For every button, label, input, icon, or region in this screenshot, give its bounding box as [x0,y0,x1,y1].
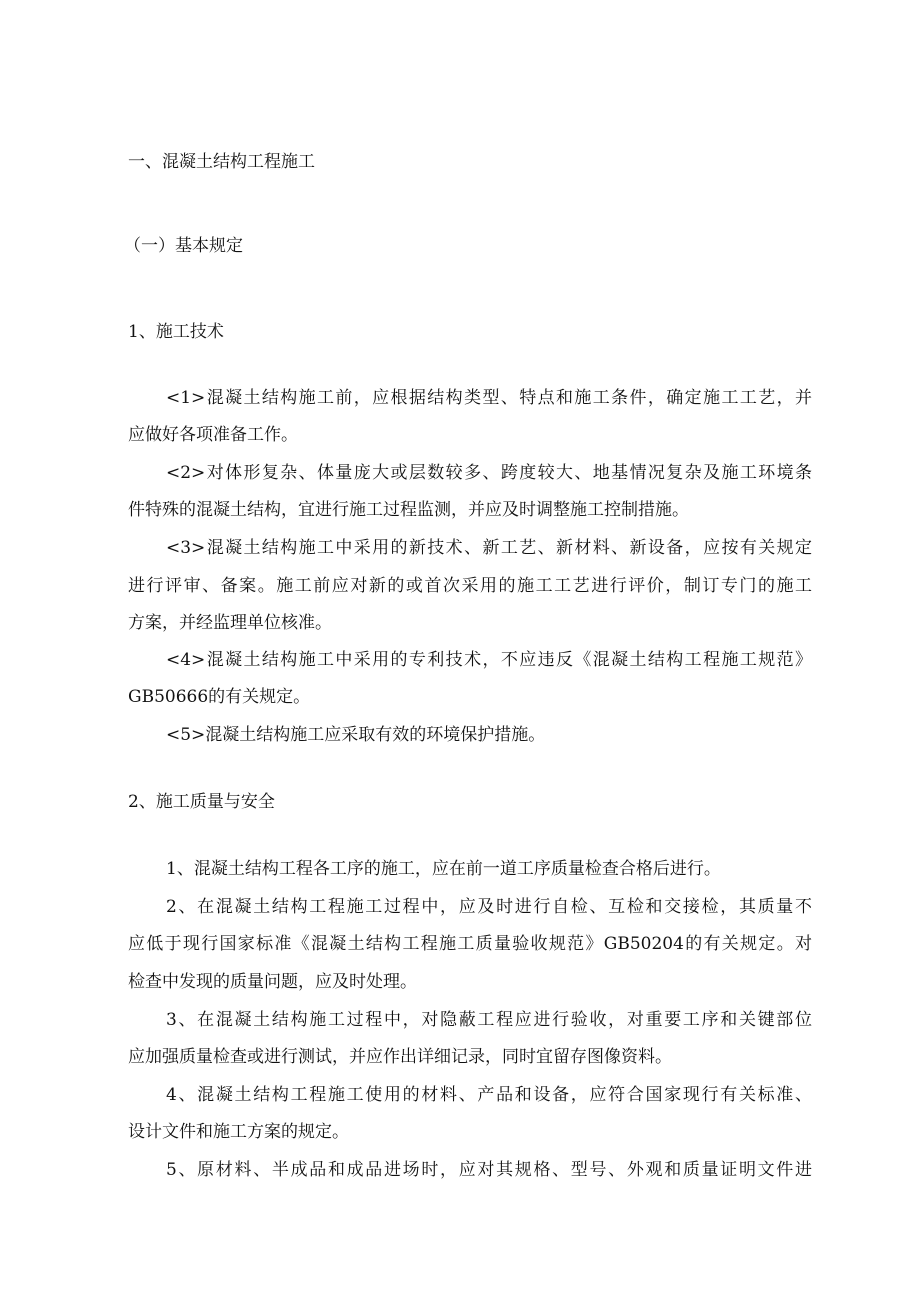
heading-2: （一）基本规定 [124,236,243,256]
paragraph-line: 件特殊的混凝土结构，宜进行施工过程监测，并应及时调整施工控制措施。 [128,500,689,520]
paragraph-line: 1、混凝土结构工程各工序的施工，应在前一道工序质量检查合格后进行。 [166,859,721,879]
section-2-title: 2、施工质量与安全 [128,792,275,812]
paragraph-line: GB50666的有关规定。 [128,687,311,707]
paragraph-line: <4>混凝土结构施工中采用的专利技术，不应违反《混凝土结构工程施工规范》 [166,650,812,670]
paragraph-line: <3>混凝土结构施工中采用的新技术、新工艺、新材料、新设备，应按有关规定 [166,538,812,558]
paragraph-line: 2、在混凝土结构工程施工过程中，应及时进行自检、互检和交接检，其质量不 [166,897,812,917]
paragraph-line: <5>混凝土结构施工应采取有效的环境保护措施。 [166,725,546,745]
paragraph-line: 应低于现行国家标准《混凝土结构工程施工质量验收规范》GB50204的有关规定。对 [128,934,812,954]
paragraph-line: 进行评审、备案。施工前应对新的或首次采用的施工工艺进行评价，制订专门的施工 [128,576,812,596]
heading-1: 一、混凝土结构工程施工 [128,152,315,172]
paragraph-line: 应加强质量检查或进行测试，并应作出详细记录，同时宜留存图像资料。 [128,1047,672,1067]
paragraph-line: 4、混凝土结构工程施工使用的材料、产品和设备，应符合国家现行有关标准、 [166,1085,812,1105]
paragraph-line: <1>混凝土结构施工前，应根据结构类型、特点和施工条件，确定施工工艺，并 [166,388,812,408]
paragraph-line: 检查中发现的质量问题，应及时处理。 [128,972,417,992]
section-1-title: 1、施工技术 [128,322,224,342]
paragraph-line: 5、原材料、半成品和成品进场时，应对其规格、型号、外观和质量证明文件进 [166,1160,812,1180]
paragraph-line: 3、在混凝土结构施工过程中，对隐蔽工程应进行验收，对重要工序和关键部位 [166,1010,812,1030]
paragraph-line: 方案，并经监理单位核准。 [128,613,332,633]
paragraph-line: 应做好各项准备工作。 [128,425,298,445]
paragraph-line: <2>对体形复杂、体量庞大或层数较多、跨度较大、地基情况复杂及施工环境条 [166,463,812,483]
paragraph-line: 设计文件和施工方案的规定。 [128,1122,349,1142]
